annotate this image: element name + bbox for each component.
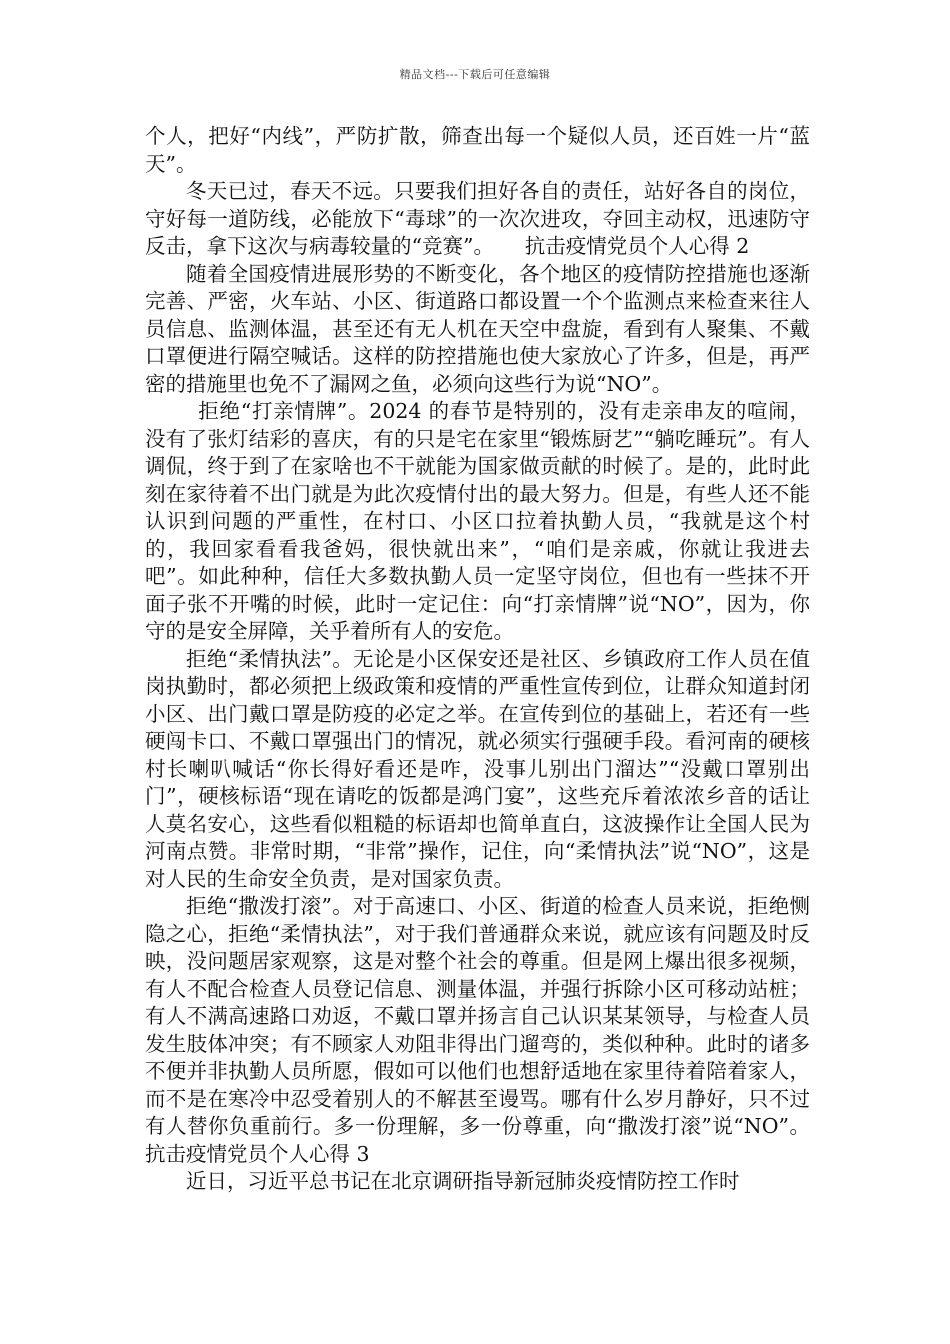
- paragraph: 近日，习近平总书记在北京调研指导新冠肺炎疫情防控工作时: [186, 1169, 740, 1193]
- paragraph: 拒绝“撒泼打滚”。对于高速口、小区、街道的检查人员来说，拒绝恻隐之心，拒绝“柔情执法”，对于我们普通群众来说，就应该有问题及时反映，没问题居家观察，这是对整个社会的尊重。但是网上爆出很多视频，有人不配合检查人员登记信息、测量体温，并强行拆除小区可移动站桩；有人不满高速路口劝返，不戴口罩并扬言自己认识某某领导，与检查人员发生肢体冲突；有不顾家人劝阻非得出门遛弯的，类似种种。此时的诸多不便并非执勤人员所愿，假如可以他们也想舒适地在家里待着陪着家人，而不是在寒冷中忍受着别人的不解甚至谩骂。哪有什么岁月静好，只不过有人替你负重前行。多一份理解，多一份尊重，向“撒泼打滚”说“NO”。抗击疫情党员个人心得 3: [145, 894, 810, 1166]
- paragraph: 拒绝“柔情执法”。无论是小区保安还是社区、乡镇政府工作人员在值岗执勤时，都必须把上级政策和疫情的严重性宣传到位，让群众知道封闭小区、出门戴口罩是防疫的必定之举。在宣传到位的基础上，若还有一些硬闯卡口、不戴口罩强出门的情况，就必须实行强硬手段。看河南的硬核村长喇叭喊话“你长得好看还是咋，没事儿别出门溜达”“没戴口罩别出门”，硬核标语“现在请吃的饭都是鸿门宴”，这些充斥着浓浓乡音的话让人莫名安心，这些看似粗糙的标语却也简单直白，这波操作让全国人民为河南点赞。非常时期，“非常”操作，记住，向“柔情执法”说“NO”，这是对人民的生命安全负责，是对国家负责。: [145, 646, 810, 891]
- page-header: 精品文档---下载后可任意编辑: [399, 68, 551, 81]
- paragraph: 随着全国疫情进展形势的不断变化，各个地区的疫情防控措施也逐渐完善、严密，火车站、小区、街道路口都设置一个个监测点来检查来往人员信息、监测体温，甚至还有无人机在天空中盘旋，看到有人聚集、不戴口罩便进行隔空喊话。这样的防控措施也使大家放心了许多，但是，再严密的措施里也免不了漏网之鱼，必须向这些行为说“NO”。: [145, 261, 810, 396]
- paragraph: 冬天已过，春天不远。只要我们担好各自的责任，站好各自的岗位，守好每一道防线，必能放下“毒球”的一次次进攻，夺回主动权，迅速防守反击，拿下这次与病毒较量的“竞赛”。 抗击疫情党员个人心得 2: [145, 179, 810, 258]
- paragraph: 个人，把好“内线”，严防扩散，筛查出每一个疑似人员，还百姓一片“蓝天”。: [145, 124, 810, 176]
- document-body: [145, 123, 810, 1196]
- paragraph: 拒绝“打亲情牌”。2024 的春节是特别的，没有走亲串友的喧闹，没有了张灯结彩的喜庆，有的只是宅在家里“锻炼厨艺”“躺吃睡玩”。有人调侃，终于到了在家啥也不干就能为国家做贡献的时候了。是的，此时此刻在家待着不出门就是为此次疫情付出的最大努力。但是，有些人还不能认识到问题的严重性，在村口、小区口拉着执勤人员，“我就是这个村的，我回家看看我爸妈，很快就出来”，“咱们是亲戚，你就让我进去吧”。如此种种，信任大多数执勤人员一定坚守岗位，但也有一些抹不开面子张不开嘴的时候，此时一定记住：向“打亲情牌”说“NO”，因为，你守的是安全屏障，关乎着所有人的安危。: [145, 399, 810, 643]
